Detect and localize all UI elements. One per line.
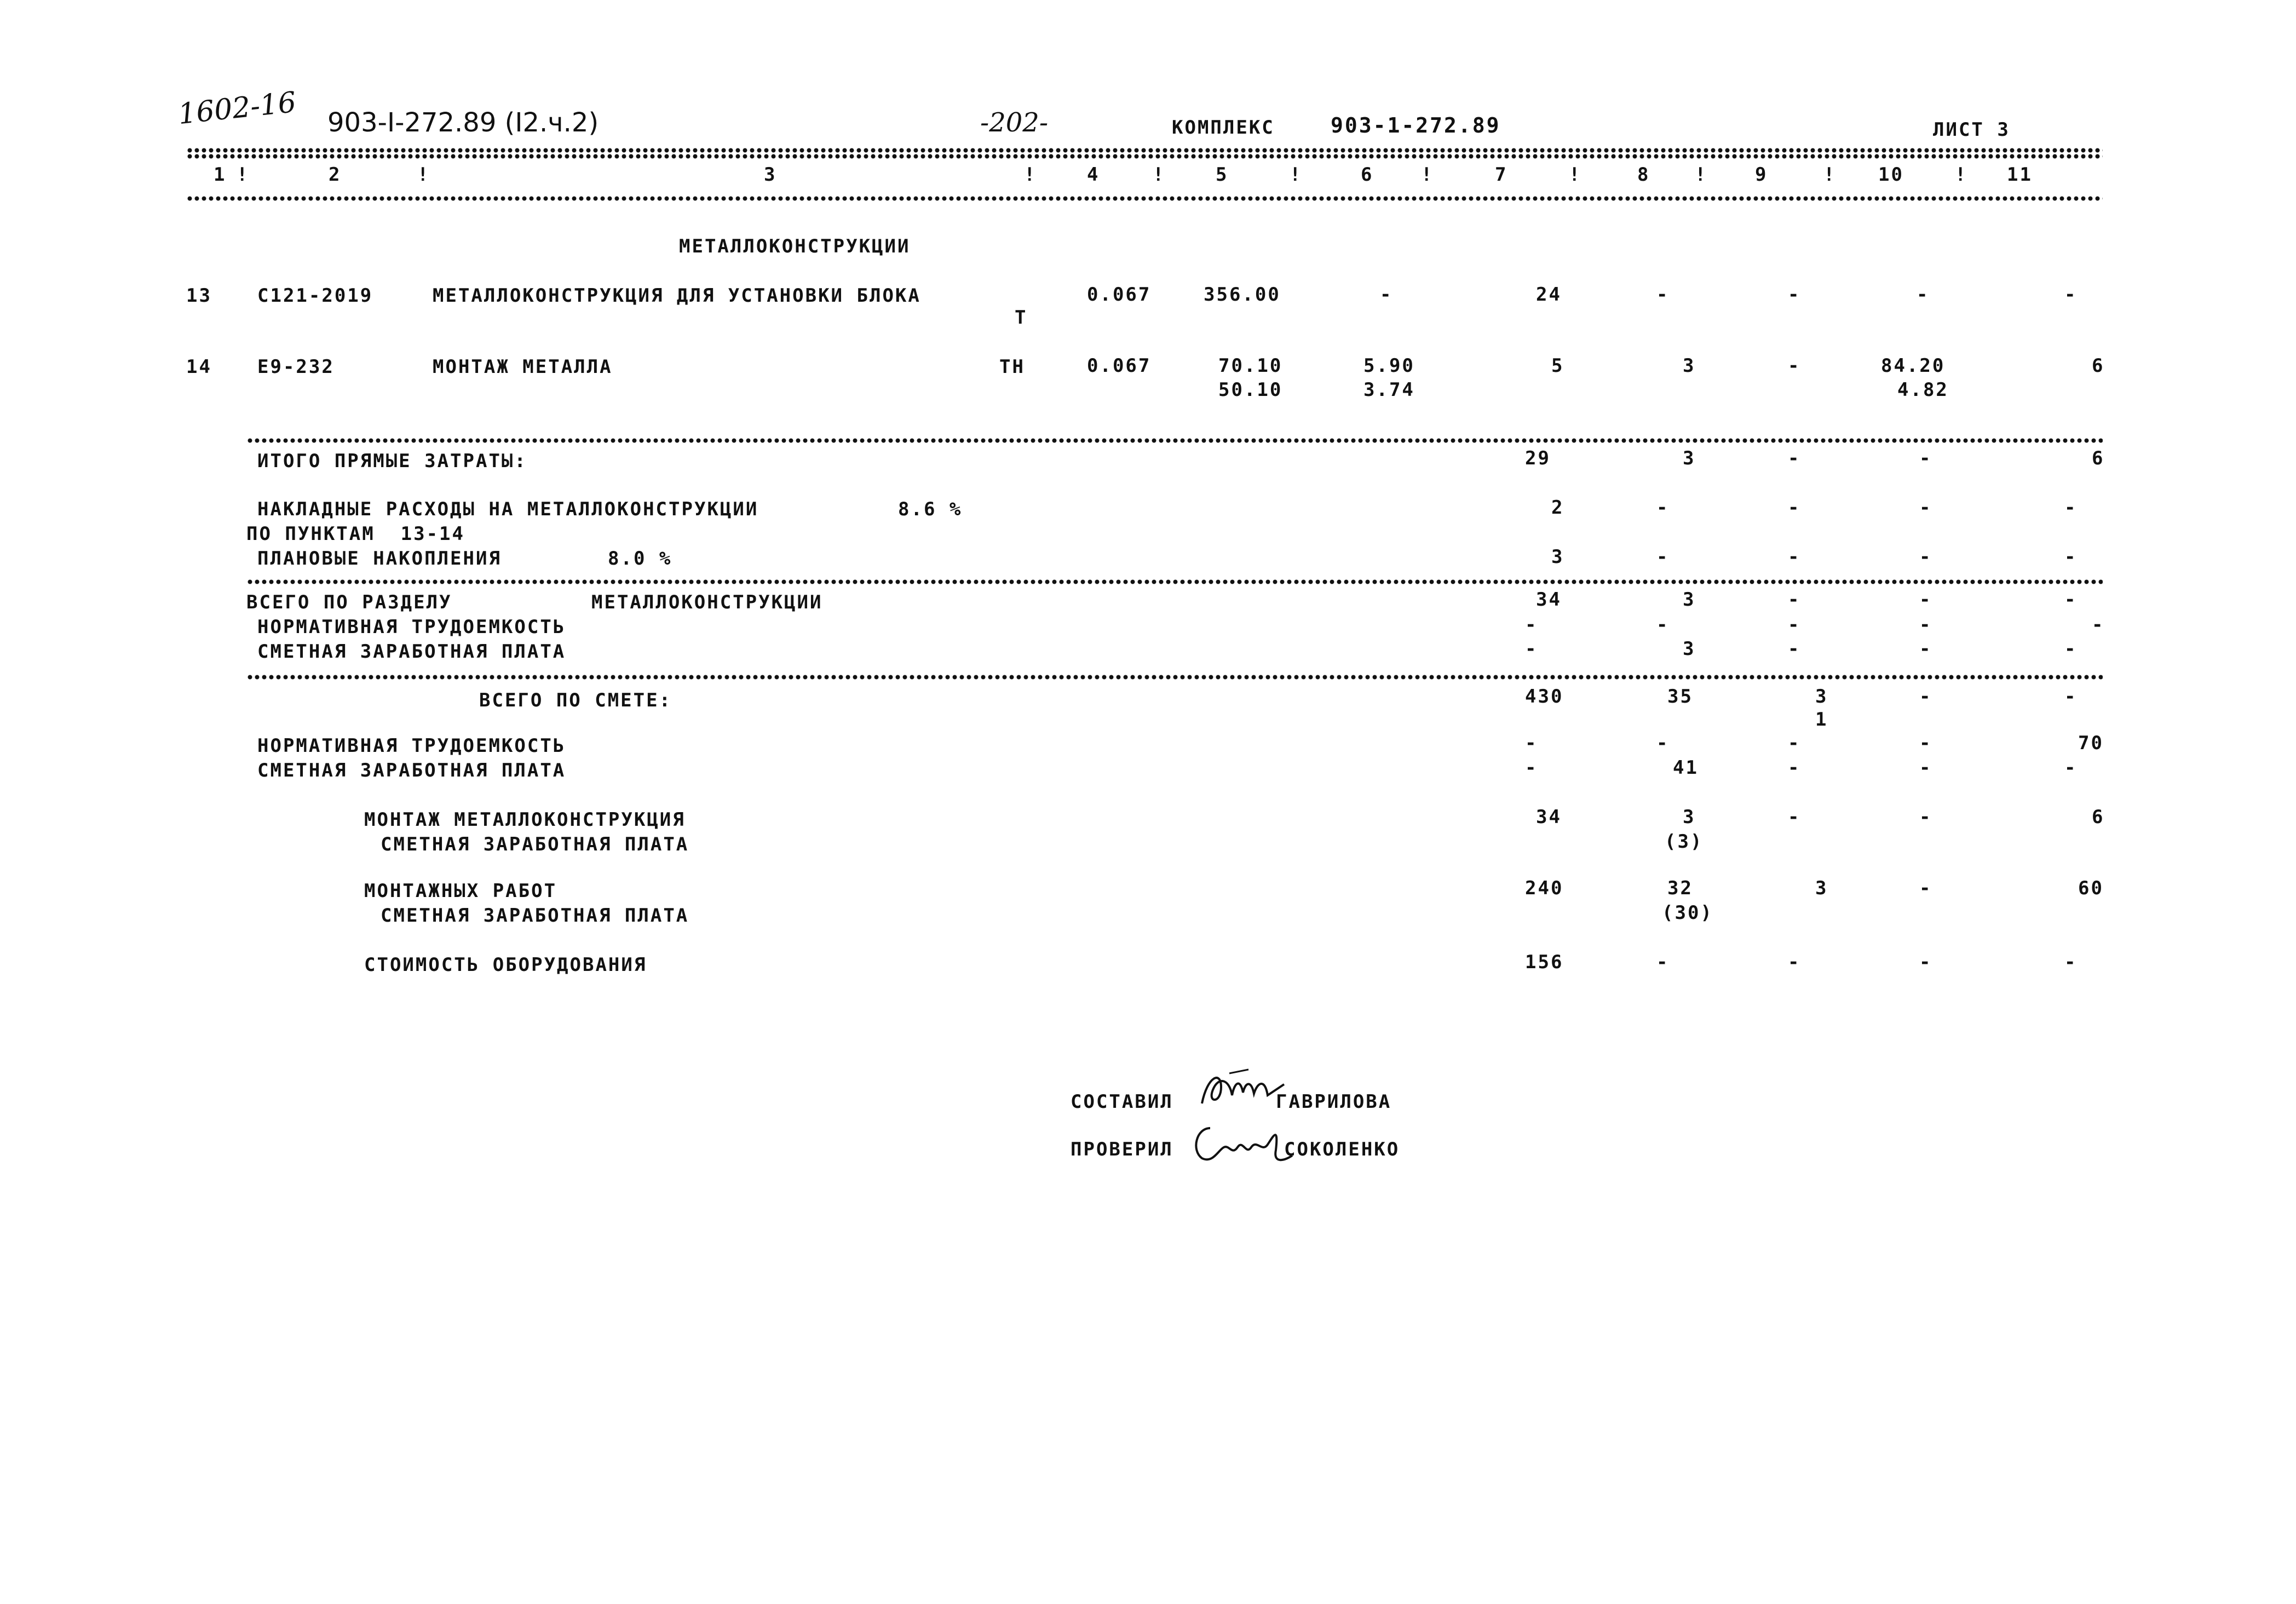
item-col5-secondary: 50.10 xyxy=(1218,379,1283,401)
item-col7: 5 xyxy=(1551,355,1564,377)
section-labor-col9: - xyxy=(1788,614,1801,636)
col-separator: ! xyxy=(237,164,250,186)
section-total-col11: - xyxy=(2064,589,2078,611)
equipment-col8: - xyxy=(1656,951,1670,973)
estimate-wage-col9: - xyxy=(1788,757,1801,779)
estimate-labor-col7: - xyxy=(1525,732,1538,754)
mount-works-col8: 32 xyxy=(1667,877,1693,899)
item-qty: 0.067 xyxy=(1087,355,1152,377)
estimate-total-col9: 3 xyxy=(1815,686,1828,708)
direct-col9: - xyxy=(1788,447,1801,469)
item-col10: 84.20 xyxy=(1881,355,1946,377)
col-separator: ! xyxy=(1153,164,1166,186)
compiled-by-label: СОСТАВИЛ xyxy=(1071,1091,1173,1113)
header-rule-top xyxy=(186,148,2103,153)
mount-metal-col7: 34 xyxy=(1536,806,1562,828)
section-total-name: МЕТАЛЛОКОНСТРУКЦИИ xyxy=(591,591,823,613)
mount-works-col9: 3 xyxy=(1815,877,1828,899)
col-num-6: 6 xyxy=(1361,164,1374,186)
col-num-7: 7 xyxy=(1495,164,1508,186)
item-col11: - xyxy=(2064,284,2078,306)
mount-metal-col11: 6 xyxy=(2092,806,2105,828)
estimate-total-col11: - xyxy=(2064,686,2078,708)
col-num-2: 2 xyxy=(329,164,342,186)
item-name: МЕТАЛЛОКОНСТРУКЦИЯ ДЛЯ УСТАНОВКИ БЛОКА xyxy=(433,285,921,307)
estimate-total-col7: 430 xyxy=(1525,686,1564,708)
mount-metal-col10: - xyxy=(1919,806,1932,828)
estimate-labor-col9: - xyxy=(1788,732,1801,754)
direct-col7: 29 xyxy=(1525,447,1551,469)
item-col7: 24 xyxy=(1536,284,1562,306)
section-labor-col10: - xyxy=(1919,614,1932,636)
overhead-label: НАКЛАДНЫЕ РАСХОДЫ НА МЕТАЛЛОКОНСТРУКЦИИ xyxy=(257,498,759,520)
section-labor-label: НОРМАТИВНАЯ ТРУДОЕМКОСТЬ xyxy=(257,616,566,638)
overhead-percent: 8.6 % xyxy=(898,498,963,520)
estimate-wage-col11: - xyxy=(2064,757,2078,779)
section-wage-col8: 3 xyxy=(1683,638,1696,660)
col-separator: ! xyxy=(1421,164,1434,186)
item-col10: - xyxy=(1917,284,1930,306)
checked-by-name: СОКОЛЕНКО xyxy=(1284,1139,1400,1160)
item-unit: Т xyxy=(1015,307,1028,329)
compiled-by-name: ГАВРИЛОВА xyxy=(1276,1091,1392,1113)
estimate-total-col10: - xyxy=(1919,686,1932,708)
direct-col8: 3 xyxy=(1683,447,1696,469)
mount-metal-col9: - xyxy=(1788,806,1801,828)
handwritten-code: 1602-16 xyxy=(176,85,298,131)
checked-by-label: ПРОВЕРИЛ xyxy=(1071,1139,1173,1160)
col-num-5: 5 xyxy=(1216,164,1229,186)
item-qty: 0.067 xyxy=(1087,284,1152,306)
section-total-col9: - xyxy=(1788,589,1801,611)
col-num-3: 3 xyxy=(764,164,777,186)
item-col9: - xyxy=(1788,355,1801,377)
col-separator: ! xyxy=(1290,164,1303,186)
item-unit: ТН xyxy=(999,356,1025,378)
overhead-col9: - xyxy=(1788,497,1801,519)
section-wage-col7: - xyxy=(1525,638,1538,660)
estimate-labor-col11: 70 xyxy=(2078,732,2104,754)
mount-works-wage-label: СМЕТНАЯ ЗАРАБОТНАЯ ПЛАТА xyxy=(381,905,689,927)
col-num-1: 1 xyxy=(214,164,227,186)
signature-checked xyxy=(1186,1117,1295,1169)
planned-label: ПЛАНОВЫЕ НАКОПЛЕНИЯ xyxy=(257,548,502,570)
section-title: МЕТАЛЛОКОНСТРУКЦИИ xyxy=(679,235,911,257)
header-rule-bottom xyxy=(186,196,2103,201)
estimate-wage-label: СМЕТНАЯ ЗАРАБОТНАЯ ПЛАТА xyxy=(257,760,566,781)
section-wage-col9: - xyxy=(1788,638,1801,660)
estimate-labor-col8: - xyxy=(1656,732,1670,754)
item-col5: 356.00 xyxy=(1204,284,1281,306)
col-separator: ! xyxy=(1955,164,1968,186)
mount-metal-col8-secondary: (3) xyxy=(1665,831,1704,853)
overhead-col7: 2 xyxy=(1551,497,1564,519)
col-separator: ! xyxy=(1823,164,1837,186)
item-col10-secondary: 4.82 xyxy=(1897,379,1949,401)
estimate-total-col8: 35 xyxy=(1667,686,1693,708)
sheet-label: ЛИСТ 3 xyxy=(1933,119,2010,141)
item-col8: - xyxy=(1656,284,1670,306)
item-code: Е9-232 xyxy=(257,356,335,378)
item-col11: 6 xyxy=(2092,355,2105,377)
header-rule-top-2 xyxy=(186,154,2103,159)
section-total-label: ВСЕГО ПО РАЗДЕЛУ xyxy=(246,591,452,613)
equipment-col7: 156 xyxy=(1525,951,1564,973)
section-wage-col10: - xyxy=(1919,638,1932,660)
col-separator: ! xyxy=(417,164,430,186)
doc-code: 903-I-272.89 (I2.ч.2) xyxy=(327,107,599,138)
col-num-10: 10 xyxy=(1878,164,1904,186)
mount-metal-wage-label: СМЕТНАЯ ЗАРАБОТНАЯ ПЛАТА xyxy=(381,833,689,855)
item-code: С121-2019 xyxy=(257,285,373,307)
section-labor-col7: - xyxy=(1525,614,1538,636)
item-col8: 3 xyxy=(1683,355,1696,377)
planned-col11: - xyxy=(2064,546,2078,568)
col-num-8: 8 xyxy=(1637,164,1650,186)
mount-works-col11: 60 xyxy=(2078,877,2104,899)
item-col5: 70.10 xyxy=(1218,355,1283,377)
estimate-wage-col10: - xyxy=(1919,757,1932,779)
direct-col10: - xyxy=(1919,447,1932,469)
section-labor-col8: - xyxy=(1656,614,1670,636)
planned-col9: - xyxy=(1788,546,1801,568)
item-number: 14 xyxy=(186,356,212,378)
mount-metal-label: МОНТАЖ МЕТАЛЛОКОНСТРУКЦИЯ xyxy=(364,809,686,831)
equipment-col9: - xyxy=(1788,951,1801,973)
complex-label: КОМПЛЕКС xyxy=(1172,117,1275,139)
dotted-divider xyxy=(246,579,2103,584)
section-wage-col11: - xyxy=(2064,638,2078,660)
dotted-divider xyxy=(246,675,2103,680)
mount-works-col8-secondary: (30) xyxy=(1662,902,1713,924)
dotted-divider xyxy=(246,438,2103,443)
col-num-4: 4 xyxy=(1087,164,1100,186)
overhead-col10: - xyxy=(1919,497,1932,519)
complex-code: 903-1-272.89 xyxy=(1331,113,1501,137)
estimate-labor-label: НОРМАТИВНАЯ ТРУДОЕМКОСТЬ xyxy=(257,735,566,757)
section-total-col10: - xyxy=(1919,589,1932,611)
item-number: 13 xyxy=(186,285,212,307)
planned-col10: - xyxy=(1919,546,1932,568)
col-separator: ! xyxy=(1024,164,1037,186)
page-number: -202- xyxy=(980,107,1049,138)
overhead-col11: - xyxy=(2064,497,2078,519)
section-total-col7: 34 xyxy=(1536,589,1562,611)
overhead-col8: - xyxy=(1656,497,1670,519)
section-wage-label: СМЕТНАЯ ЗАРАБОТНАЯ ПЛАТА xyxy=(257,641,566,663)
estimate-wage-col7: - xyxy=(1525,757,1538,779)
item-col6: 5.90 xyxy=(1363,355,1415,377)
mount-works-col7: 240 xyxy=(1525,877,1564,899)
mount-works-col10: - xyxy=(1919,877,1932,899)
estimate-wage-col8: 41 xyxy=(1673,757,1699,779)
col-separator: ! xyxy=(1569,164,1582,186)
col-num-11: 11 xyxy=(2007,164,2033,186)
item-name: МОНТАЖ МЕТАЛЛА xyxy=(433,356,613,378)
direct-col11: 6 xyxy=(2092,447,2105,469)
overhead-label-items: ПО ПУНКТАМ 13-14 xyxy=(246,523,465,545)
direct-costs-label: ИТОГО ПРЯМЫЕ ЗАТРАТЫ: xyxy=(257,450,527,472)
section-total-col8: 3 xyxy=(1683,589,1696,611)
mount-metal-col8: 3 xyxy=(1683,806,1696,828)
planned-percent: 8.0 % xyxy=(608,548,672,570)
estimate-total-col9-secondary: 1 xyxy=(1815,709,1828,731)
item-col6: - xyxy=(1380,284,1393,306)
mount-works-label: МОНТАЖНЫХ РАБОТ xyxy=(364,880,557,902)
estimate-total-label: ВСЕГО ПО СМЕТЕ: xyxy=(479,689,672,711)
col-separator: ! xyxy=(1695,164,1708,186)
col-num-9: 9 xyxy=(1755,164,1768,186)
planned-col7: 3 xyxy=(1551,546,1564,568)
item-col9: - xyxy=(1788,284,1801,306)
equipment-label: СТОИМОСТЬ ОБОРУДОВАНИЯ xyxy=(364,954,647,976)
section-labor-col11: - xyxy=(2092,614,2105,636)
estimate-labor-col10: - xyxy=(1919,732,1932,754)
planned-col8: - xyxy=(1656,546,1670,568)
equipment-col10: - xyxy=(1919,951,1932,973)
item-col6-secondary: 3.74 xyxy=(1363,379,1415,401)
equipment-col11: - xyxy=(2064,951,2078,973)
